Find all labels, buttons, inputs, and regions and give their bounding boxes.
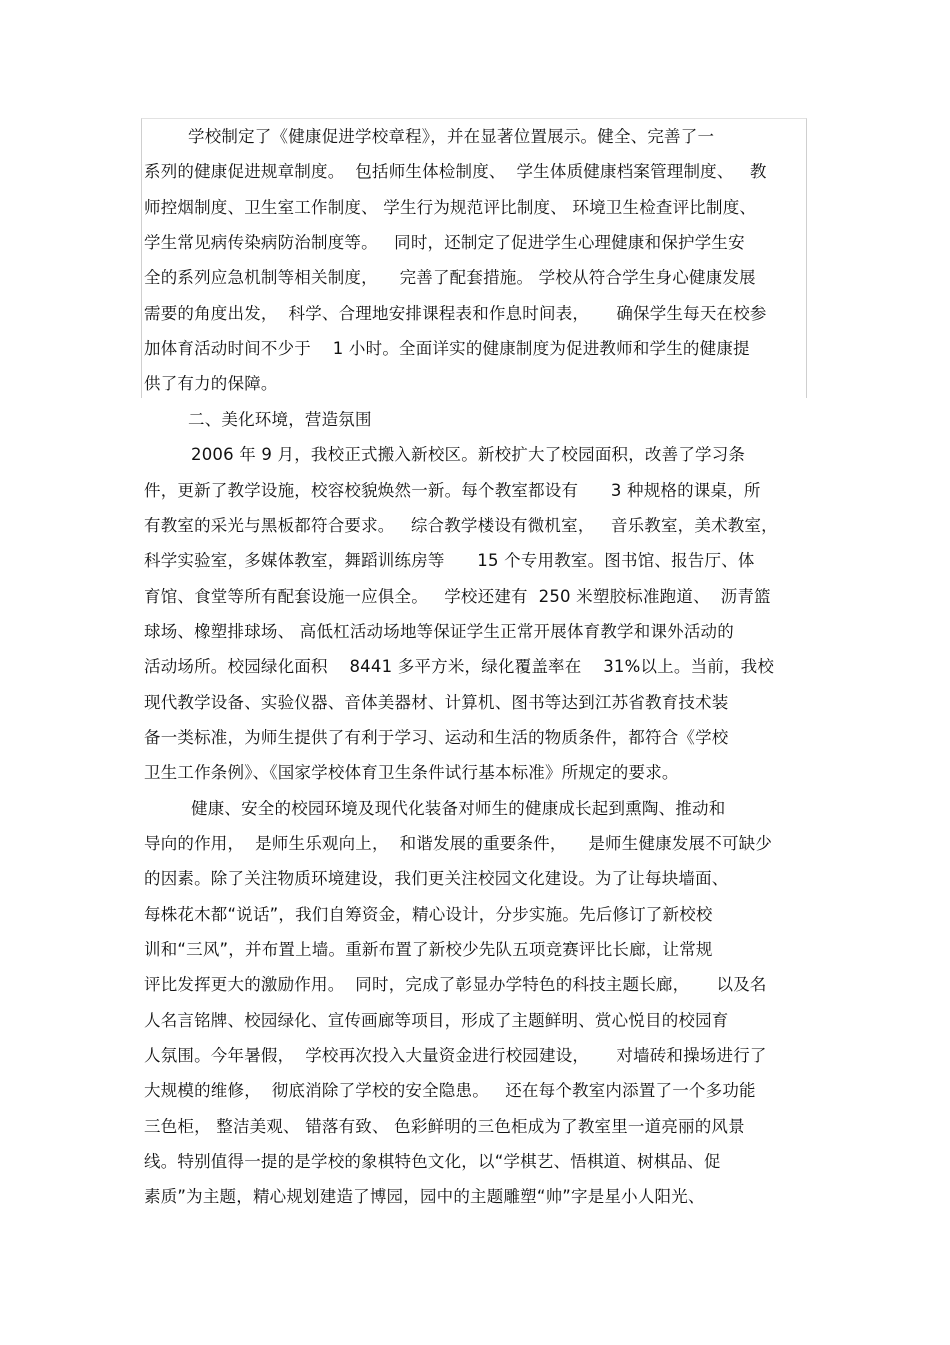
text-line-3: 师控烟制度、卫生室工作制度、 学生行为规范评比制度、 环境卫生检查评比制度、 [144, 198, 757, 217]
text-line-18: 备一类标准，为师生提供了有利于学习、运动和生活的物质条件，都符合《学校 [144, 728, 729, 747]
text-line-14: 育馆、食堂等所有配套设施一应俱全。 学校还建有 250 米塑胶标准跑道、 沥青篮 [144, 587, 771, 606]
text-line-4: 学生常见病传染病防治制度等。 同时，还制定了促进学生心理健康和保护学生安 [144, 233, 745, 252]
text-line-26: 人名言铭牌、校园绿化、宣传画廊等项目，形成了主题鲜明、赏心悦目的校园育 [144, 1011, 729, 1030]
text-line-29: 三色柜， 整洁美观、 错落有致、 色彩鲜明的三色柜成为了教室里一道亮丽的风景 [144, 1117, 745, 1136]
text-line-12: 有教室的采光与黑板都符合要求。 综合教学楼设有微机室， 音乐教室，美术教室， [144, 516, 778, 535]
text-line-31: 素质”为主题，精心规划建造了博园，园中的主题雕塑“帅”字是星小人阳光、 [144, 1187, 705, 1206]
text-line-16: 活动场所。校园绿化面积 8441 多平方米，绿化覆盖率在 31%以上。当前，我校 [144, 657, 775, 676]
text-line-5: 全的系列应急机制等相关制度， 完善了配套措施。 学校从符合学生身心健康发展 [144, 268, 756, 287]
text-line-24: 训和“三风”，并布置上墙。重新布置了新校少先队五项竞赛评比长廊，让常规 [144, 940, 713, 959]
text-line-23: 每株花木都“说话”，我们自筹资金，精心设计，分步实施。先后修订了新校校 [144, 905, 713, 924]
text-line-28: 大规模的维修， 彻底消除了学校的安全隐患。 还在每个教室内添置了一个多功能 [144, 1081, 756, 1100]
text-line-6: 需要的角度出发， 科学、合理地安排课程表和作息时间表， 确保学生每天在校参 [144, 304, 767, 323]
text-line-17: 现代教学设备、实验仪器、音体美器材、计算机、图书等达到江苏省教育技术装 [144, 693, 729, 712]
text-line-21: 导向的作用， 是师生乐观向上， 和谐发展的重要条件， 是师生健康发展不可缺少 [144, 834, 773, 853]
text-line-7: 加体育活动时间不少于 1 小时。全面详实的健康制度为促进教师和学生的健康提 [144, 339, 750, 358]
text-line-30: 线。特别值得一提的是学校的象棋特色文化，以“学棋艺、悟棋道、树棋品、促 [144, 1152, 721, 1171]
text-line-20: 健康、安全的校园环境及现代化装备对师生的健康成长起到熏陶、推动和 [191, 799, 726, 818]
text-line-11: 件，更新了教学设施，校容校貌焕然一新。每个教室都设有 3 种规格的课桌，所 [144, 481, 761, 500]
text-line-27: 人氛围。今年暑假， 学校再次投入大量资金进行校园建设， 对墙砖和操场进行了 [144, 1046, 767, 1065]
text-line-2: 系列的健康促进规章制度。 包括师生体检制度、 学生体质健康档案管理制度、 教 [144, 162, 767, 181]
text-line-10: 2006 年 9 月，我校正式搬入新校区。新校扩大了校园面积，改善了学习条 [191, 445, 746, 464]
text-line-1: 学校制定了《健康促进学校章程》，并在显著位置展示。健全、完善了一 [188, 127, 715, 146]
section-heading: 二、美化环境，营造氛围 [188, 410, 372, 429]
text-line-19: 卫生工作条例》、《国家学校体育卫生条件试行基本标准》所规定的要求。 [144, 763, 679, 782]
text-line-13: 科学实验室，多媒体教室，舞蹈训练房等 15 个专用教室。图书馆、报告厅、体 [144, 551, 755, 570]
text-line-8: 供了有力的保障。 [144, 374, 278, 393]
text-line-22: 的因素。除了关注物质环境建设，我们更关注校园文化建设。为了让每块墙面、 [144, 869, 729, 888]
text-line-25: 评比发挥更大的激励作用。 同时，完成了彰显办学特色的科技主题长廊， 以及名 [144, 975, 767, 994]
text-line-15: 球场、橡塑排球场、 高低杠活动场地等保证学生正常开展体育教学和课外活动的 [144, 622, 734, 641]
